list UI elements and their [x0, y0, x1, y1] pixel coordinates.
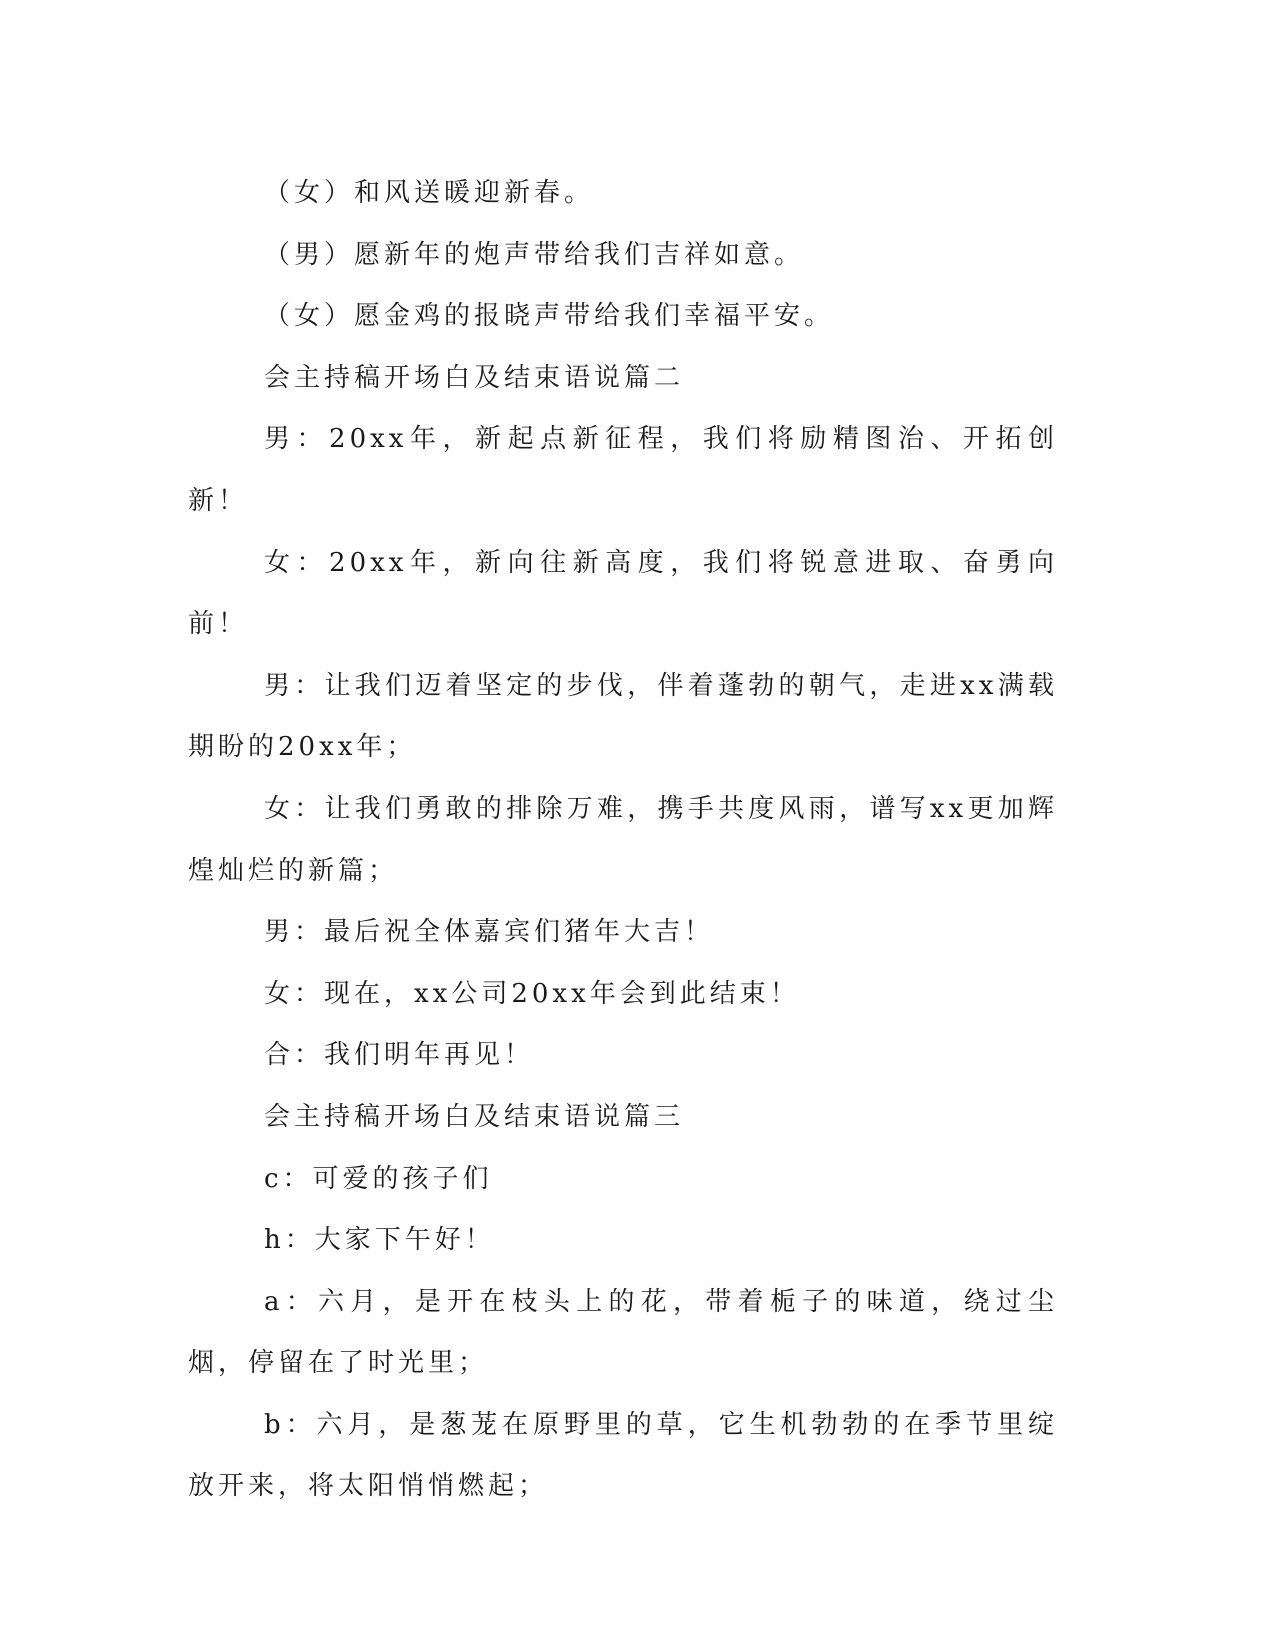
section-heading-2: 会主持稿开场白及结束语说篇二 — [264, 362, 685, 393]
paragraph-a-june-flower: a：六月，是开在枝头上的花，带着栀子的味道，绕过尘烟，停留在了时光里； — [188, 1286, 1058, 1379]
paragraph-b-june-grass: b：六月，是葱茏在原野里的草，它生机勃勃的在季节里绽放开来，将太阳悄悄燃起； — [188, 1409, 1058, 1502]
section-heading-3: 会主持稿开场白及结束语说篇三 — [264, 1101, 685, 1132]
paragraph-female-spring: （女）和风送暖迎新春。 — [264, 178, 595, 208]
paragraph-female-rooster: （女）愿金鸡的报晓声带给我们幸福平安。 — [264, 301, 835, 332]
paragraph-male-blessing: 男：最后祝全体嘉宾们猪年大吉！ — [264, 917, 715, 948]
paragraph-female-overcome: 女：让我们勇敢的排除万难，携手共度风雨，谱写xx更加辉煌灿烂的新篇； — [188, 793, 1058, 886]
paragraph-h-greeting: h：大家下午好！ — [264, 1225, 495, 1256]
paragraph-male-new-start: 男：20xx年，新起点新征程，我们将励精图治、开拓创新！ — [188, 424, 1058, 516]
paragraph-male-steps: 男：让我们迈着坚定的步伐，伴着蓬勃的朝气，走进xx满载期盼的20xx年； — [188, 670, 1058, 763]
paragraph-c-children: c：可爱的孩子们 — [264, 1163, 493, 1194]
paragraph-male-firecracker: （男）愿新年的炮声带给我们吉祥如意。 — [264, 239, 805, 270]
paragraph-together-goodbye: 合：我们明年再见！ — [264, 1040, 535, 1071]
document-body — [188, 163, 1058, 1518]
paragraph-female-end: 女：现在，xx公司20xx年会到此结束！ — [264, 978, 800, 1009]
paragraph-female-new-height: 女：20xx年，新向往新高度，我们将锐意进取、奋勇向前！ — [188, 547, 1058, 640]
